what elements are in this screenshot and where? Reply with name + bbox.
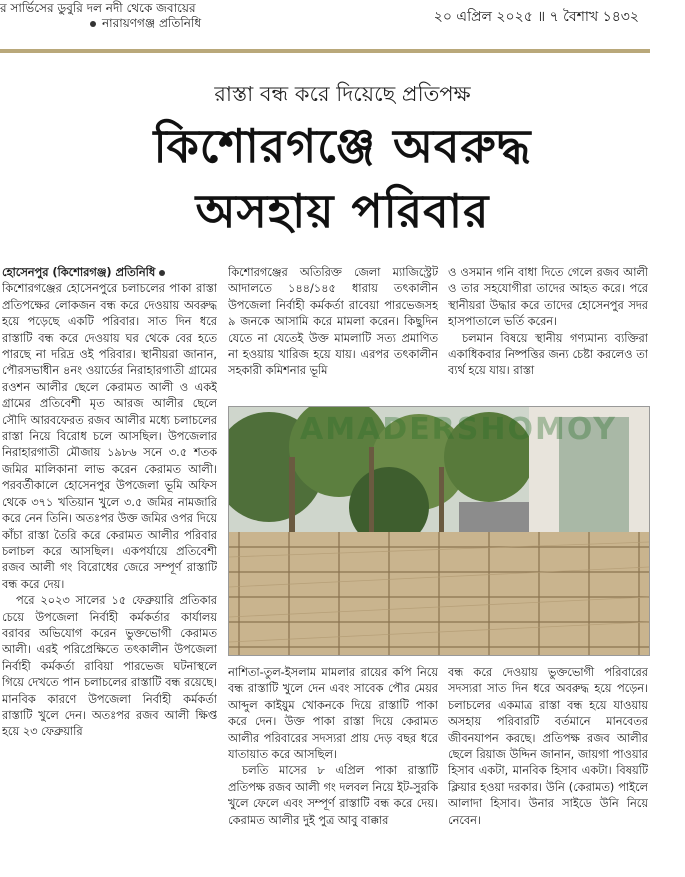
byline-text: হোসেনপুর (কিশোরগঞ্জ) প্রতিনিধি bbox=[2, 266, 156, 279]
bullet-icon bbox=[159, 270, 165, 276]
header-rule bbox=[0, 49, 650, 53]
paragraph: পরে ২০২৩ সালের ১৫ ফেব্রুয়ারি প্রতিকার চেয়ে উপজেলা নির্বাহী কর্মকর্তার কার্যালয় বরাবর অভিযোগ করেন ভুক্তভোগী কেরামত আলী। এরই পরিপ্রেক্ষিতে তৎকালীন উপজেলা নির্বাহী কর্মকর্তা রাবিয়া পারভেজ ঘটনাস্থলে গিয়ে দেখতে পান চলাচলের রাস্তাটি বন্ধ রয়েছে। মানবিক কারণে উপজেলা নির্বাহী কর্মকর্তা রাস্তাটি খুলে দেন। অতঃপর রজব আলী ক্ষিপ্ত হয়ে ২৩ ফেব্রুয়ারি bbox=[2, 594, 217, 739]
article-kicker: রাস্তা বন্ধ করে দিয়েছে প্রতিপক্ষ bbox=[214, 82, 471, 106]
bullet-icon bbox=[90, 21, 96, 27]
paragraph: ও ওসমান গনি বাধা দিতে গেলে রজব আলী ও তার সহযোগীরা তাদের আহত করে। পরে স্থানীয়রা উদ্ধার করে তাদের হোসেনপুর সদর হাসপাতালে ভর্তি করেন। bbox=[448, 266, 648, 329]
byline bbox=[2, 266, 165, 279]
previous-story-byline-text: নারায়ণগঞ্জ প্রতিনিধি bbox=[102, 16, 202, 30]
watermark: AMADERSHOMOY bbox=[300, 412, 618, 447]
article-column-3-bottom bbox=[448, 665, 648, 873]
article-column-3-top bbox=[448, 265, 648, 405]
article-column-2-bottom bbox=[228, 665, 438, 873]
headline-line-2: অসহায় পরিবার bbox=[195, 184, 490, 238]
paragraph: কিশোরগঞ্জের অতিরিক্ত জেলা ম্যাজিস্ট্রেট আদালতে ১৪৪/১৪৫ ধারায় তৎকালীন উপজেলা নির্বাহী কর্মকর্তা রাবেয়া পারভেজসহ ৯ জনকে আসামি করে মামলা করেন। কিছুদিন যেতে না যেতেই উক্ত মামলাটি সত্য প্রমাণিত না হওয়ায় খারিজ হয়ে যায়। এরপর তৎকালীন সহকারী কমিশনার ভূমি bbox=[228, 266, 438, 378]
previous-story-snippet: র সার্ভিসের ডুবুরি দল নদী থেকে জবায়ের bbox=[0, 1, 196, 15]
paragraph: চলতি মাসের ৮ এপ্রিল পাকা রাস্তাটি প্রতিপক্ষ রজব আলী গং দলবল নিয়ে ইট-সুরকি খুলে ফেলে এবং সম্পূর্ণ রাস্তাটি বন্ধ করে দেয়। কেরামত আলীর দুই পুত্র আবু বাক্কার bbox=[228, 764, 438, 827]
paragraph: নাশিতা-তুল-ইসলাম মামলার রায়ের কপি নিয়ে বন্ধ রাস্তাটি খুলে দেন এবং সাবেক পৌর মেয়র আব্দুল কাইয়ুম খোকনকে দিয়ে রাস্তাটি পাকা করে দেন। উক্ত পাকা রাস্তা দিয়ে কেরামত আলীর পরিবারের সদস্যরা প্রায় দেড় বছর ধরে যাতায়াত করে আসছিল। bbox=[228, 666, 438, 762]
paragraph: বন্ধ করে দেওয়ায় ভুক্তভোগী পরিবারের সদস্যরা সাত দিন ধরে অবরুদ্ধ হয়ে পড়েন। চলাচলের একমাত্র রাস্তা বন্ধ হয়ে যাওয়ায় অসহায় পরিবারটি বর্তমানে মানবেতর জীবনযাপন করছে। প্রতিপক্ষ রজব আলীর ছেলে রিয়াজ উদ্দিন জানান, জায়গা পাওয়ার হিসাব একটা, মানবিক হিসাব একটা। বিষয়টি ক্লিয়ার হওয়া দরকার। উনি (কেরামত) পাইলে আলাদা হিসাব। উনার সাইডে উনি নিয়ে নেবেন। bbox=[448, 666, 648, 827]
paragraph: চলমান বিষয়ে স্থানীয় গণ্যমান্য ব্যক্তিরা একাধিকবার নিষ্পত্তির জন্য চেষ্টা করলেও তা ব্যর্থ হয়ে যায়। রাস্তা bbox=[448, 331, 648, 378]
article-column-1 bbox=[2, 265, 217, 873]
article-column-2-top bbox=[228, 265, 438, 405]
headline-line-1: কিশোরগঞ্জে অবরুদ্ধ bbox=[153, 119, 532, 173]
page-header bbox=[0, 0, 685, 50]
previous-story-byline bbox=[90, 15, 201, 31]
paragraph: কিশোরগঞ্জের হোসেনপুরে চলাচলের পাকা রাস্তা প্রতিপক্ষের লোকজন বন্ধ করে দেওয়ায় অবরুদ্ধ হয়ে পড়েছে একটি পরিবার। সাত দিন ধরে রাস্তাটি বন্ধ করে দেওয়ায় ঘর থেকে বের হতে পারছে না দরিদ্র ওই পরিবার। স্থানীয়রা জানান, পৌরসভাধীন ৪নং ওয়ার্ডের নিরাহারগাতী গ্রামের রওশন আলীর ছেলে কেরামত আলী ও একই গ্রামের প্রতিবেশী মৃত আরজ আলীর ছেলে সৌদি আরবফেরত রজব আলীর মধ্যে চলাচলের রাস্তা নিয়ে বিরোধ চলে আসছিল। উপজেলার নিরাহারগাতী মৌজায় ১৯৮৬ সনে ৩.৫ শতক জমির মালিকানা লাভ করেন কেরামত আলী। পরবর্তীকালে হোসেনপুর উপজেলা ভূমি অফিস থেকে ৩৭১ খতিয়ান খুলে ৩.৫ জমির নামজারি করে নেন তিনি। অতঃপর উক্ত জমির ওপর দিয়ে কাঁচা রাস্তা তৈরি করে কেরামত আলীর পরিবার চলাচল করে আসছিল। একপর্যায়ে প্রতিবেশী রজব আলী গং বিরোধের জেরে সম্পূর্ণ রাস্তাটি বন্ধ করে দেয়। bbox=[2, 282, 217, 591]
issue-date: ২০ এপ্রিল ২০২৫ ॥ ৭ বৈশাখ ১৪৩২ bbox=[433, 9, 639, 25]
